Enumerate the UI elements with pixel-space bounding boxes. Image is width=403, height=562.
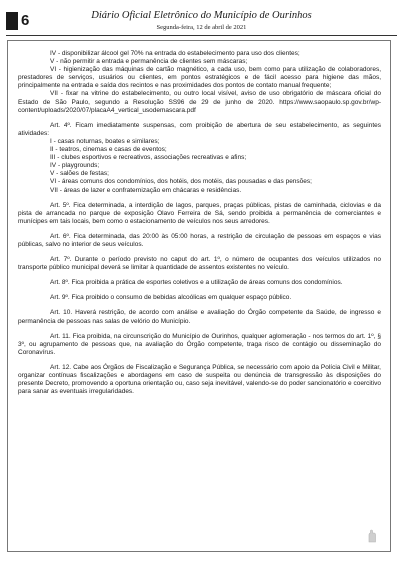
art4-item-vi: VI - áreas comuns dos condomínios, dos hotéis, dos motéis, das pousadas e das pensões; (50, 178, 312, 186)
paragraph-art9: Art. 9º. Fica proibido o consumo de bebidas alcoólicas em qualquer espaço público. (50, 294, 292, 302)
digital-seal-icon (366, 529, 378, 543)
art4-item-vii: VII - áreas de lazer e confraternização em chácaras e residências. (50, 186, 242, 194)
paragraph-art10: Art. 10. Haverá restrição, de acordo com análise e avaliação do Órgão competente da Saúde, de ingresso e permanência de pessoas nas salas de velório do Município. (18, 309, 381, 325)
paragraph-item-vi: VI - higienização das máquinas de cartão magnético, a cada uso, bem como para utilização de colaboradores, prestadores de serviços, usuários ou clientes, em pontos estratégicos e de fácil acesso para higiene das mãos, principalmente na entrada e saída dos recintos e nas proximidades dos pontos de contato manual frequente; (18, 66, 381, 90)
paragraph-art12: Art. 12. Cabe aos Órgãos de Fiscalização e Segurança Pública, se necessário com apoio da Polícia Civil e Militar, organizar contínuas fiscalizações e abordagens em caso de suspeita ou denúncia de transgressão às disposições do presente Decreto, promovendo a oportuna orientação ou, caso seja inevitável, valendo-se do poder sancionatório e coercitivo para sanar as eventuais irregularidades. (18, 363, 381, 396)
paragraph-item-vii: VII - fixar na vitrine do estabelecimento, ou outro local visível, aviso de uso obrigatório de máscara oficial do Estado de São Paulo, segundo a Resolução SS96 de 29 de junho de 2020. https://www.saopaulo.sp.gov.br/wp-content/uploads/2020/07/placaA4_vertical_usodemascara.pdf (18, 90, 381, 114)
gazette-date: Segunda-feira, 12 de abril de 2021 (156, 24, 247, 31)
paragraph-item-v: V - não permitir a entrada e permanência de clientes sem máscaras; (50, 58, 248, 66)
art4-item-v: V - salões de festas; (50, 170, 109, 178)
paragraph-art7: Art. 7º. Durante o período previsto no caput do art. 1º, o número de ocupantes dos veículos utilizados no transporte público municipal deverá se limitar à quantidade de assentos existentes no veículo. (18, 256, 381, 272)
art4-item-iv: IV - playgrounds; (50, 162, 100, 170)
paragraph-art8: Art. 8º. Fica proibida a prática de esportes coletivos e a utilização de áreas comuns dos condomínios. (50, 279, 343, 287)
paragraph-art5: Art. 5º. Fica determinada, a interdição de lagos, parques, praças públicas, pistas de caminhada, ciclovias e da pista de arrancada no parque de exposição Olavo Ferreira de Sá, sendo proibida a permanência de comerciantes e munícipes em tais locais, bem como o estacionamento de veículos nos seus arredores. (18, 201, 381, 225)
art4-item-ii: II - teatros, cinemas e casas de eventos; (50, 146, 167, 154)
content-frame (7, 40, 391, 552)
gazette-title: Diário Oficial Eletrônico do Município de Ourinhos (91, 10, 312, 21)
header-rule (6, 35, 397, 36)
paragraph-art11: Art. 11. Fica proibida, na circunscrição do Município de Ourinhos, qualquer aglomeração - nos termos do art. 1º, § 3º, ou agrupamento de pessoas que, na avaliação do Órgão competente, traga risco de contágio ou disseminação do Coronavírus. (18, 332, 381, 356)
paragraph-item-iv: IV - disponibilizar álcool gel 70% na entrada do estabelecimento para uso dos clientes; (50, 50, 300, 57)
art4-item-iii: III - clubes esportivos e recreativos, associações recreativas e afins; (50, 154, 247, 162)
paragraph-art4: Art. 4º. Ficam imediatamente suspensas, com proibição de abertura de seu estabelecimento, as seguintes atividades: (18, 121, 381, 137)
decree-text (18, 50, 381, 396)
art4-item-i: I - casas noturnas, boates e similares; (50, 137, 160, 145)
page-number: 6 (21, 12, 30, 29)
paragraph-art6: Art. 6º. Fica determinada, das 20:00 às 05:00 horas, a restrição de circulação de pessoas em espaços e vias públicas, salvo no interior de seus veículos. (18, 232, 381, 248)
